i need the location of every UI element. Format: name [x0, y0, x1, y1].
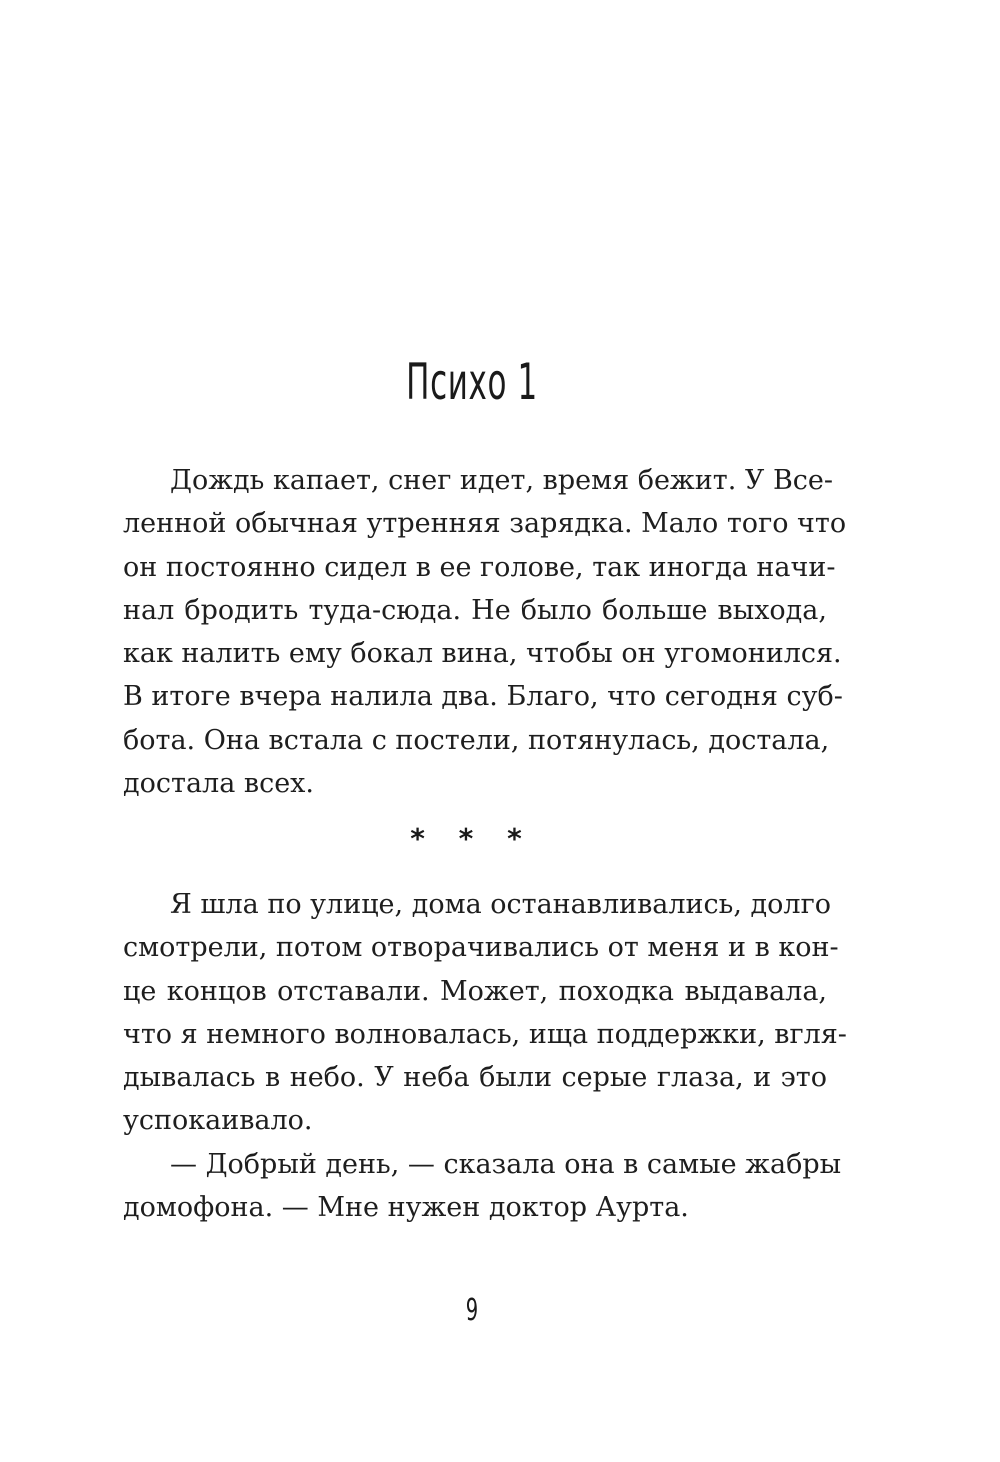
text-line: что я немного волновалась, ища поддержки, вгля- — [123, 1018, 847, 1050]
text-line: це концов отставали. Может, походка выдавала, — [123, 975, 827, 1007]
page-number: 9 — [465, 1293, 479, 1328]
text-line: Дождь капает, снег идет, время бежит. У Все- — [170, 465, 834, 496]
text-line: Я шла по улице, дома останавливались, долго — [170, 889, 831, 920]
text-line: успокаивало. — [123, 1105, 313, 1137]
text-line: как налить ему бокал вина, чтобы он угомонился. — [123, 638, 842, 670]
text-line: бота. Она встала с постели, потянулась, достала, — [123, 724, 830, 756]
text-line: домофона. — Мне нужен доктор Аурта. — [123, 1192, 689, 1224]
text-line: В итоге вчера налила два. Благо, что сегодня суб- — [123, 681, 843, 713]
paragraph-2 — [123, 883, 847, 1229]
text-line: нал бродить туда-сюда. Не было больше выхода, — [123, 594, 827, 626]
text-line: смотрели, потом отворачивались от меня и в кон- — [123, 932, 839, 964]
text-line: дывалась в небо. У неба были серые глаза, и это — [123, 1062, 827, 1094]
paragraph-1 — [123, 459, 847, 805]
text-line: достала всех. — [123, 768, 314, 800]
text-line: ленной обычная утренняя зарядка. Мало того что — [123, 508, 847, 540]
text-line: — Добрый день, — сказала она в самые жабры — [170, 1148, 842, 1180]
chapter-title: Психо 1 — [406, 353, 538, 411]
section-separator: * * * — [410, 822, 534, 855]
text-line: он постоянно сидел в ее голове, так иногда начи- — [123, 551, 836, 583]
